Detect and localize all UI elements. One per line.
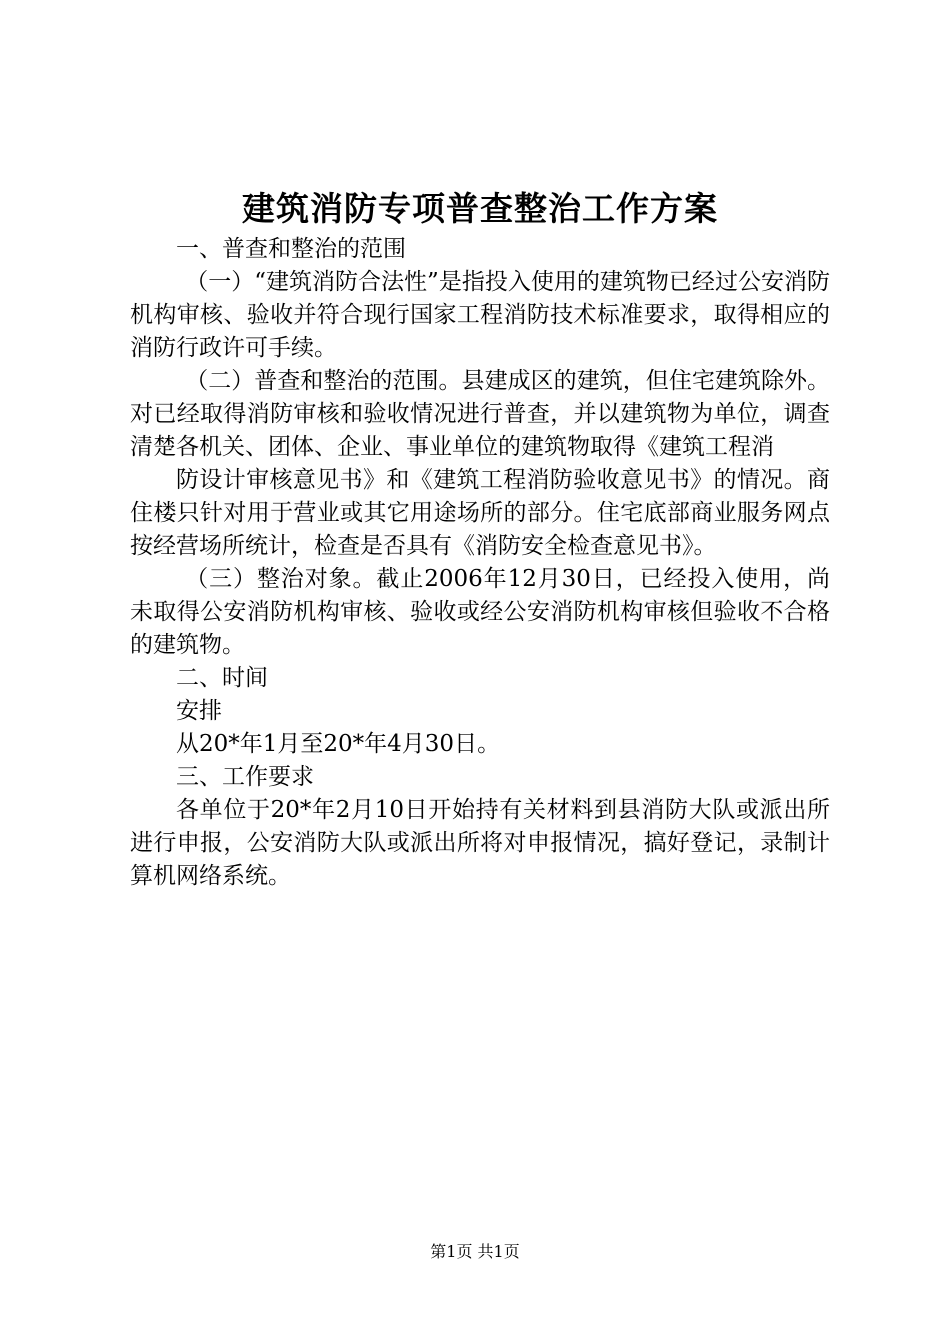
document-title: 建筑消防专项普查整治工作方案 [242,189,718,228]
section-heading-scope: 一、普查和整治的范围 [176,236,406,262]
paragraph-legality-definition: （一）“建筑消防合法性”是指投入使用的建筑物已经过公安消防机构审核、验收并符合现行国家工程消防技术标准要求，取得相应的消防行政许可手续。 [130,269,830,361]
paragraph-targets: （三）整治对象。截止2006年12月30日，已经投入使用，尚未取得公安消防机构审核、验收或经公安消防机构审核但验收不合格的建筑物。 [130,566,830,658]
document-body [130,233,830,893]
paragraph-date-range: 从20*年1月至20*年4月30日。 [176,731,501,757]
section-heading-time: 二、时间 [176,665,268,691]
paragraph-scope-continued: 防设计审核意见书》和《建筑工程消防验收意见书》的情况。商住楼只针对用于营业或其它用途场所的部分。住宅底部商业服务网点按经营场所统计，检查是否具有《消防安全检查意见书》。 [130,467,830,559]
paragraph-arrangement: 安排 [176,698,222,724]
paragraph-requirements: 各单位于20*年2月10日开始持有关材料到县消防大队或派出所进行申报，公安消防大队或派出所将对申报情况，搞好登记，录制计算机网络系统。 [130,797,830,889]
page-number-footer: 第1页 共1页 [430,1242,520,1261]
section-heading-requirements: 三、工作要求 [176,764,314,790]
paragraph-scope: （二）普查和整治的范围。县建成区的建筑，但住宅建筑除外。对已经取得消防审核和验收情况进行普查，并以建筑物为单位，调查清楚各机关、团体、企业、事业单位的建筑物取得《建筑工程消 [130,368,830,460]
